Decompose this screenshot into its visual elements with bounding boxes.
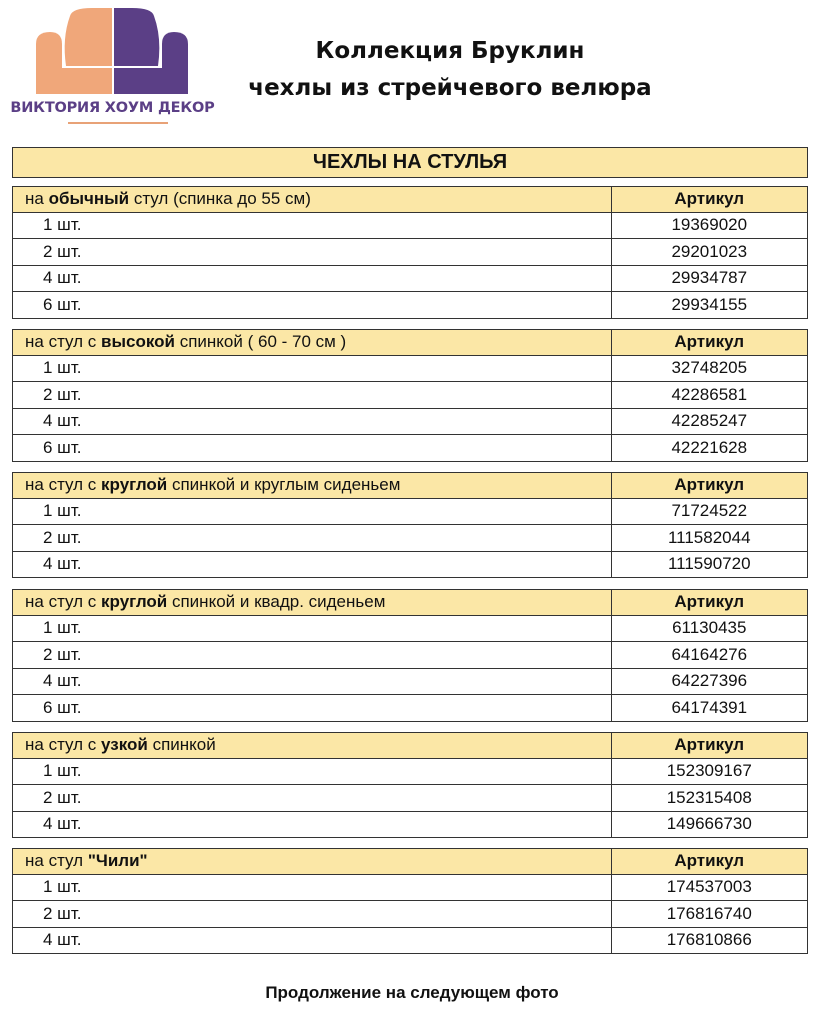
brand-underline [68, 122, 168, 124]
sku-cell: 152315408 [666, 787, 752, 807]
section-title-post: спинкой [147, 735, 216, 755]
table-row [12, 616, 808, 643]
column-header-sku: Артикул [674, 332, 745, 352]
section-title [13, 849, 612, 874]
table-row [12, 382, 808, 409]
table-heading: ЧЕХЛЫ НА СТУЛЬЯ [12, 147, 808, 178]
sku-cell: 111582044 [667, 527, 751, 547]
footer-note: Продолжение на следующем фото [265, 983, 559, 1002]
section-title-pre: на стул с [25, 332, 102, 352]
table-section [12, 472, 808, 578]
column-header-sku: Артикул [674, 475, 745, 495]
table-row [12, 292, 808, 319]
quantity-cell: 2 шт. [13, 382, 612, 408]
section-title [13, 187, 612, 212]
section-title-pre: на стул [25, 851, 88, 871]
quantity-cell: 1 шт. [13, 499, 612, 525]
table-row [12, 669, 808, 696]
section-header-row [12, 329, 808, 356]
table-row [12, 435, 808, 462]
table-row [12, 213, 808, 240]
table-row [12, 928, 808, 955]
quantity-cell: 6 шт. [13, 695, 612, 721]
section-title-bold: "Чили" [87, 851, 148, 871]
column-header-sku: Артикул [674, 735, 745, 755]
section-title-bold: узкой [101, 735, 148, 755]
quantity-cell: 2 шт. [13, 525, 612, 551]
column-header-sku: Артикул [674, 592, 745, 612]
section-title-bold: высокой [101, 332, 175, 352]
table-section [12, 186, 808, 319]
table-row [12, 812, 808, 839]
quantity-cell: 4 шт. [13, 669, 612, 695]
table-row [12, 875, 808, 902]
quantity-cell: 2 шт. [13, 239, 612, 265]
section-title-post: стул (спинка до 55 см) [129, 189, 311, 209]
quantity-cell: 2 шт. [13, 642, 612, 668]
section-title-bold: обычный [48, 189, 130, 209]
table-row [12, 759, 808, 786]
quantity-cell: 1 шт. [13, 759, 612, 785]
section-title-post: спинкой и квадр. сиденьем [167, 592, 386, 612]
sku-cell: 149666730 [666, 814, 752, 834]
quantity-cell: 6 шт. [13, 435, 612, 461]
section-header-row [12, 472, 808, 499]
section-title-bold: круглой [101, 475, 168, 495]
table-row [12, 356, 808, 383]
sku-cell: 42285247 [671, 411, 748, 431]
quantity-cell: 2 шт. [13, 901, 612, 927]
quantity-cell: 1 шт. [13, 213, 612, 239]
quantity-cell: 1 шт. [13, 356, 612, 382]
page-title [215, 33, 685, 107]
sku-cell: 32748205 [671, 358, 748, 378]
sku-cell: 176816740 [666, 903, 752, 923]
header [0, 0, 824, 140]
table-row [12, 785, 808, 812]
sku-cell: 152309167 [666, 761, 752, 781]
sku-cell: 42221628 [671, 437, 748, 457]
section-title [13, 733, 612, 758]
quantity-cell: 2 шт. [13, 785, 612, 811]
sku-cell: 176810866 [666, 930, 752, 950]
section-header-row [12, 732, 808, 759]
section-header-row [12, 589, 808, 616]
quantity-cell: 6 шт. [13, 292, 612, 318]
section-title-pre: на [25, 189, 49, 209]
table-row [12, 525, 808, 552]
table-row [12, 695, 808, 722]
sku-cell: 19369020 [671, 215, 748, 235]
section-title [13, 330, 612, 355]
table-row [12, 239, 808, 266]
quantity-cell: 4 шт. [13, 409, 612, 435]
table-section [12, 329, 808, 462]
sku-cell: 29934155 [671, 294, 748, 314]
armchair-logo-icon [32, 8, 192, 100]
section-title-pre: на стул с [25, 475, 102, 495]
section-title-post: спинкой и круглым сиденьем [167, 475, 401, 495]
sku-cell: 64227396 [671, 671, 748, 691]
sku-cell: 64164276 [671, 644, 748, 664]
sku-cell: 174537003 [666, 877, 752, 897]
section-title-pre: на стул с [25, 735, 102, 755]
title-line-1: Коллекция Бруклин [315, 38, 585, 64]
sku-cell: 111590720 [667, 554, 751, 574]
sku-cell: 29201023 [671, 241, 748, 261]
sku-cell: 61130435 [672, 618, 747, 638]
sku-cell: 64174391 [671, 697, 748, 717]
quantity-cell: 1 шт. [13, 875, 612, 901]
section-title-bold: круглой [101, 592, 168, 612]
section-title-pre: на стул с [25, 592, 102, 612]
section-title [13, 473, 612, 498]
brand-name: ВИКТОРИЯ ХОУМ ДЕКОР [10, 100, 215, 116]
quantity-cell: 4 шт. [13, 928, 612, 954]
column-header-sku: Артикул [674, 189, 745, 209]
table-section [12, 848, 808, 954]
section-header-row [12, 848, 808, 875]
table-row [12, 642, 808, 669]
section-header-row [12, 186, 808, 213]
table-row [12, 552, 808, 579]
brand-logo [10, 8, 215, 128]
table-row [12, 409, 808, 436]
table-row [12, 901, 808, 928]
quantity-cell: 4 шт. [13, 812, 612, 838]
sku-cell: 29934787 [671, 268, 748, 288]
table-section [12, 589, 808, 722]
table-row [12, 266, 808, 293]
title-line-2: чехлы из стрейчевого велюра [248, 75, 652, 101]
sku-cell: 71724522 [671, 501, 748, 521]
table-section [12, 732, 808, 838]
quantity-cell: 4 шт. [13, 266, 612, 292]
table-row [12, 499, 808, 526]
column-header-sku: Артикул [674, 851, 745, 871]
quantity-cell: 1 шт. [13, 616, 612, 642]
section-title [13, 590, 612, 615]
quantity-cell: 4 шт. [13, 552, 612, 578]
section-title-post: спинкой ( 60 - 70 см ) [174, 332, 347, 352]
sku-cell: 42286581 [671, 384, 748, 404]
